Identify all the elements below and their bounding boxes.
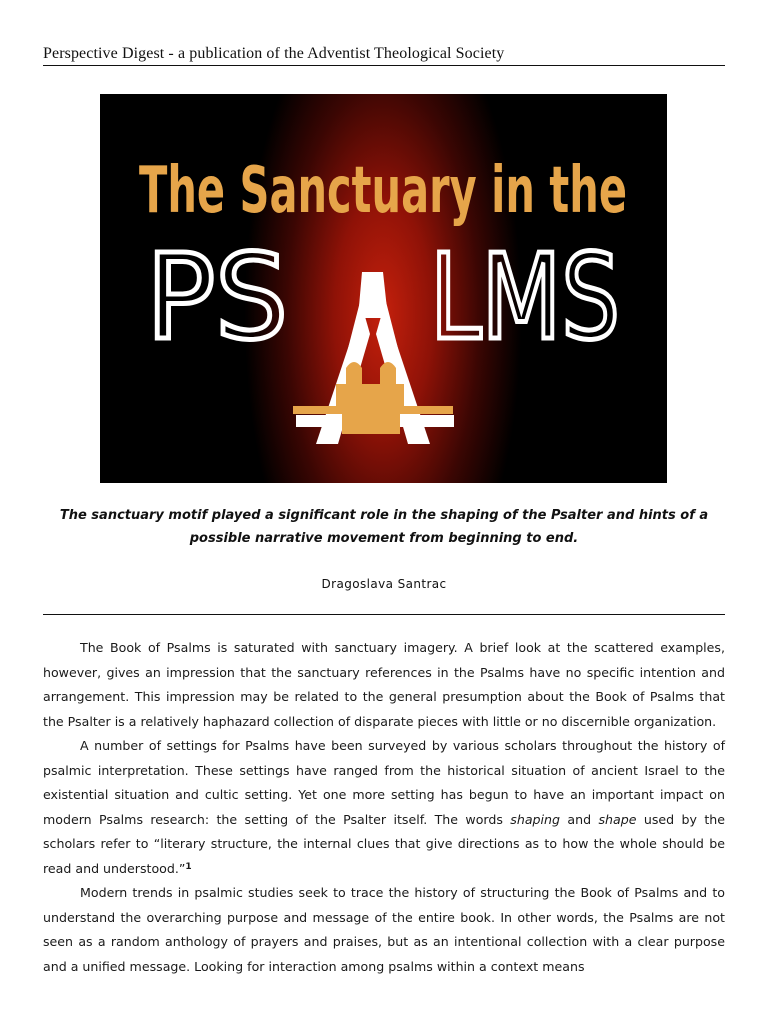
article-paragraph: The Book of Psalms is saturated with sanctuary imagery. A brief look at the scattered examples, however, gives an impression that the sanctuary references in the Psalms have no specific intention and arrangement. This impression may be related to the general presumption about the Book of Psalms that the Psalter is a relatively haphazard collection of disparate pieces with little or no discernible organization.	[43, 640, 725, 729]
paragraph-text: and	[560, 811, 599, 827]
term-shaping: shaping	[510, 811, 561, 827]
banner-psalms-left: PS	[146, 228, 288, 366]
article-author: Dragoslava Santrac	[321, 577, 447, 591]
article-summary: The sanctuary motif played a significant role in the shaping of the Psalter and hints of a possible narrative movement from beginning to end.	[59, 508, 709, 546]
article-paragraph	[43, 734, 725, 881]
term-shape: shape	[598, 811, 637, 827]
paragraph-text: A number of settings for Psalms have been surveyed by various scholars throughout the history of psalmic interpretation. These settings have ranged from the historical situation of ancient Israel to the existential situation and cultic setting. Yet one more setting has begun to have an important impact on modern Psalms research: the setting of the Psalter itself. The words	[43, 738, 725, 827]
banner-psalms-right: LMS	[430, 228, 620, 366]
header-divider	[43, 65, 725, 66]
article-paragraph: Modern trends in psalmic studies seek to trace the history of structuring the Book of Psalms and to understand the overarching purpose and message of the entire book. In other words, the Psalms are not seen as a random anthology of prayers and praises, but as an intentional collection with a clear purpose and a unified message. Looking for interaction among psalms within a context means	[43, 885, 725, 974]
article-body	[43, 636, 725, 979]
footnote-marker[interactable]: 1	[185, 861, 192, 872]
author-divider	[43, 614, 725, 615]
publication-header: Perspective Digest - a publication of the Adventist Theological Society	[43, 45, 505, 62]
banner-title-line: The Sanctuary in the	[139, 154, 627, 228]
paragraph-text: used by the scholars refer to “literary structure, the internal clues that give directions as to how the whole should be read and understood.”	[43, 811, 725, 876]
article-banner-image	[100, 94, 667, 483]
